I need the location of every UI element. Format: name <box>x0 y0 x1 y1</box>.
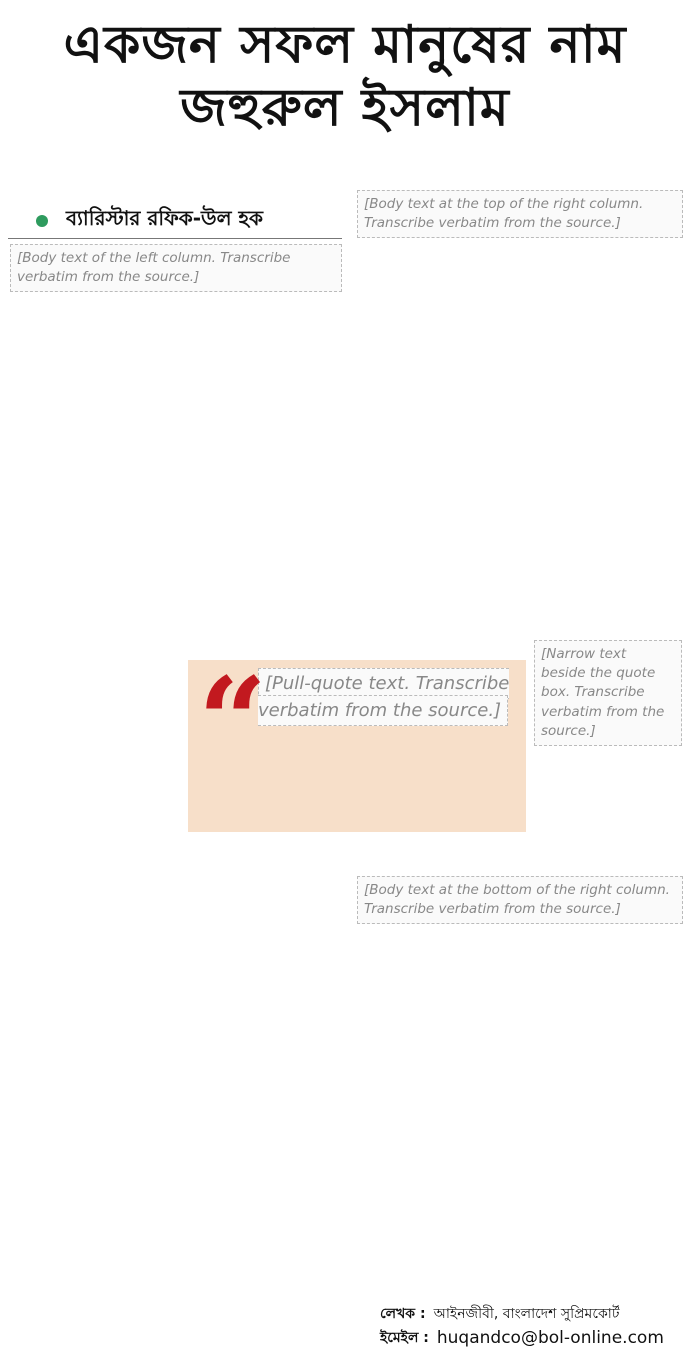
right-column-bottom <box>357 876 683 1296</box>
headline-line-1: একজন সফল মানুষের নাম <box>63 15 627 75</box>
right-top-body: [Body text at the top of the right column. Transcribe verbatim from the source.] <box>357 190 683 238</box>
headline <box>0 14 690 141</box>
pull-quote-box <box>188 651 526 832</box>
right-mid-body: [Narrow text beside the quote box. Transcribe verbatim from the source.] <box>534 640 682 746</box>
left-column-body: [Body text of the left column. Transcribe verbatim from the source.] <box>10 244 342 292</box>
writer-row <box>380 1302 680 1326</box>
email-label: ইমেইল : <box>380 1330 429 1346</box>
email-row <box>380 1326 680 1350</box>
byline-author: ব্যারিস্টার রফিক-উল হক <box>66 206 263 230</box>
byline <box>36 204 336 237</box>
writer-value: আইনজীবী, বাংলাদেশ সুপ্রিমকোর্ট <box>433 1306 620 1322</box>
right-column-top <box>357 190 683 636</box>
bullet-dot-icon <box>36 215 48 227</box>
pull-quote-text: [Pull-quote text. Transcribe verbatim from the source.] <box>258 668 509 726</box>
right-column-narrow <box>534 640 682 872</box>
writer-label: লেখক : <box>380 1306 426 1322</box>
headline-line-2: জহুরুল ইসলাম <box>180 78 510 139</box>
quote-mark-icon: “ <box>198 651 268 792</box>
right-bottom-body: [Body text at the bottom of the right column. Transcribe verbatim from the source.] <box>357 876 683 924</box>
email-value[interactable]: huqandco@bol-online.com <box>436 1328 664 1348</box>
author-footer <box>380 1302 680 1350</box>
byline-divider <box>8 238 342 239</box>
